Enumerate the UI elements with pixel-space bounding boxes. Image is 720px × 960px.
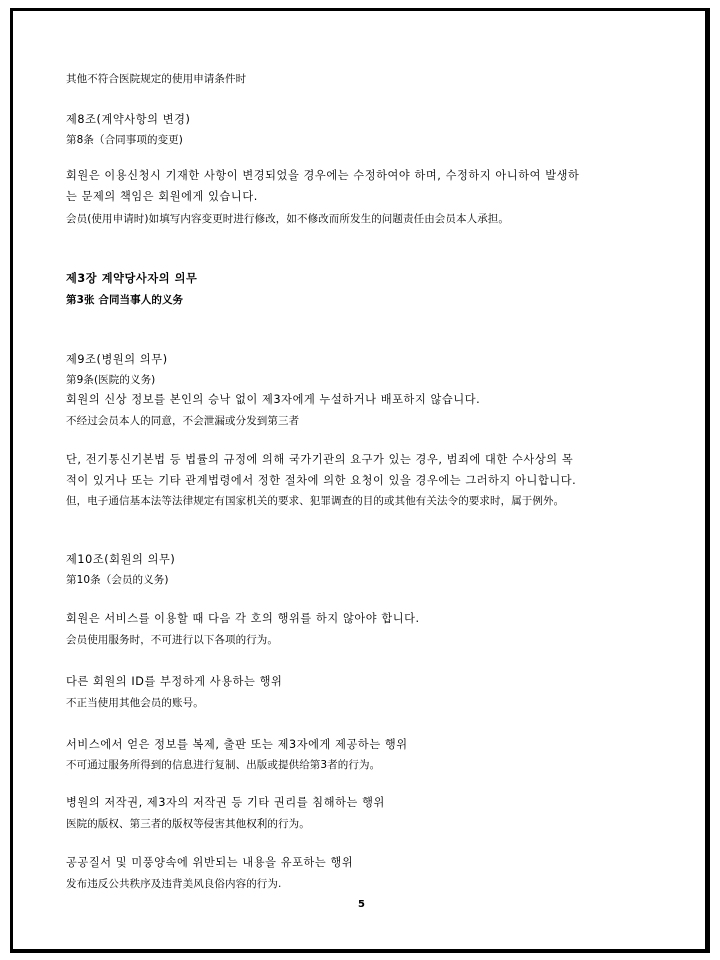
text-line: 서비스에서 얻은 정보를 복제, 출판 또는 제3자에게 제공하는 행위 [66, 738, 408, 751]
text-line: 不经过会员本人的同意，不会泄漏或分发到第三者 [66, 415, 300, 427]
article-8-heading-zh: 第8条（合同事项的变更) [66, 134, 183, 146]
text-line: 회원의 신상 정보를 본인의 승낙 없이 제3자에게 누설하거나 배포하지 않습니다. [66, 393, 481, 406]
chapter-3-heading-zh: 第3张 合同当事人的义务 [66, 294, 184, 306]
text-line: 회원은 이용신청시 기재한 사항이 변경되었을 경우에는 수정하여야 하며, 수정하지 아니하여 발생하 [66, 169, 580, 182]
text-line: 发布违反公共秩序及违背美风良俗内容的行为. [66, 878, 282, 890]
text-line: 会员使用服务时，不可进行以下各项的行为。 [66, 634, 278, 646]
article-9-heading-zh: 第9条(医院的义务) [66, 374, 156, 386]
article-10-heading-zh: 第10条（会员的义务) [66, 574, 169, 586]
article-10-heading-ko: 제10조(회원의 의무) [66, 553, 176, 566]
article-9-heading-ko: 제9조(병원의 의무) [66, 353, 168, 366]
text-line: 공공질서 및 미풍양속에 위반되는 내용을 유포하는 행위 [66, 856, 354, 869]
text-line: 医院的版权、第三者的版权等侵害其他权利的行为。 [66, 818, 310, 830]
text-line: 다른 회원의 ID를 부정하게 사용하는 행위 [66, 675, 283, 688]
text-line: 단, 전기통신기본법 등 법률의 규정에 의해 국가기관의 요구가 있는 경우, 범죄에 대한 수사상의 목 [66, 453, 574, 466]
text-line: 不可通过服务所得到的信息进行复制、出版或提供给第3者的行为。 [66, 759, 381, 771]
text-line: 는 문제의 책임은 회원에게 있습니다. [66, 190, 258, 203]
text-line: 병원의 저작권, 제3자의 저작권 등 기타 권리를 침해하는 행위 [66, 796, 385, 809]
text-line: 但，电子通信基本法等法律规定有国家机关的要求、犯罪调查的目的或其他有关法令的要求时，属于例外。 [66, 495, 565, 507]
chapter-3-heading-ko: 제3장 계약당사자의 의무 [66, 272, 198, 285]
text-line: 회원은 서비스를 이용할 때 다음 각 호의 행위를 하지 않아야 합니다. [66, 612, 420, 625]
text-line: 적이 있거나 또는 기타 관계법령에서 정한 절차에 의한 요청이 있을 경우에는 그러하지 아니합니다. [66, 474, 577, 487]
text-line: 其他不符合医院规定的使用申请条件时 [66, 73, 247, 85]
article-8-heading-ko: 제8조(계약사항의 변경) [66, 113, 191, 126]
text-line: 不正当使用其他会员的账号。 [66, 697, 204, 709]
page-number: 5 [358, 899, 365, 910]
text-line: 会员(使用申请时)如填写内容变更时进行修改，如不修改而所发生的问题责任由会员本人承担。 [66, 213, 509, 225]
